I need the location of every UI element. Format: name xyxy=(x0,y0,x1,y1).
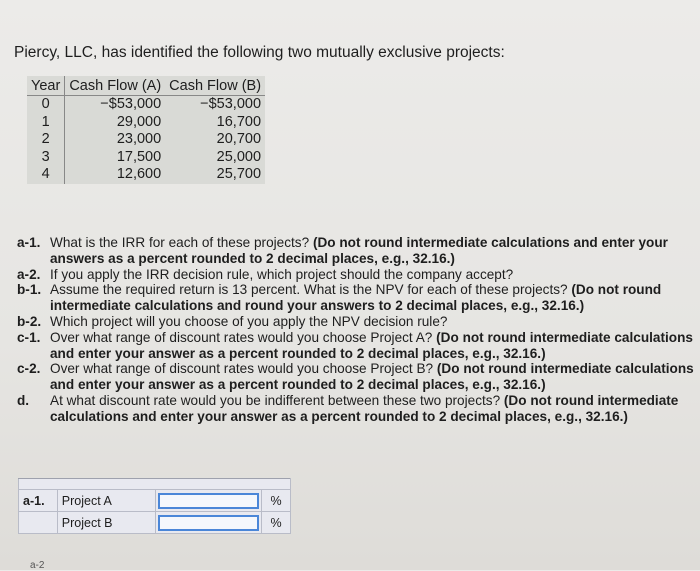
cash-flow-a-cell: 17,500 xyxy=(116,148,162,165)
intro-text: Piercy, LLC, has identified the following two mutually exclusive projects: xyxy=(14,44,505,61)
question-item xyxy=(17,282,699,314)
answer-section-label-empty xyxy=(19,512,58,534)
question-text xyxy=(50,330,699,362)
question-prompt: At what discount rate would you be indifferent between these two projects? xyxy=(50,392,504,408)
answer-row-project-a xyxy=(19,490,291,512)
answer-section-label: a-1. xyxy=(19,490,58,512)
question-prompt: If you apply the IRR decision rule, which project should the company accept? xyxy=(50,266,514,282)
cash-flow-b-cell: −$53,000 xyxy=(200,96,262,112)
question-instructions: (Do not round intermediate calculations and enter your answer as a percent rounded to 2 decimal places, e.g., 32.16.) xyxy=(50,361,694,393)
year-cell: 0 xyxy=(27,96,65,114)
cash-flow-a-cell: −$53,000 xyxy=(100,96,162,112)
year-header: Year xyxy=(27,76,65,96)
cash-flow-b-cell: 25,000 xyxy=(216,148,262,165)
question-instructions: (Do not round intermediate calculations and enter your answers as a percent rounded to 2 decimal places, e.g., 32.16.) xyxy=(50,235,668,266)
cash-flow-a-cell: 12,600 xyxy=(116,166,162,182)
question-text xyxy=(50,282,699,314)
question-text xyxy=(50,267,513,283)
question-text xyxy=(50,314,447,330)
question-prompt: Assume the required return is 13 percent. What is the NPV for each of these projects? xyxy=(50,282,572,298)
irr-answer-table xyxy=(18,478,291,534)
question-item xyxy=(17,235,699,267)
question-prompt: Over what range of discount rates would you choose Project B? xyxy=(50,361,437,377)
project-a-irr-cell xyxy=(155,490,261,512)
cash-flow-row xyxy=(27,114,265,132)
year-cell: 2 xyxy=(27,131,65,149)
question-prompt: Over what range of discount rates would you choose Project A? xyxy=(50,329,437,345)
question-item xyxy=(17,361,699,393)
cash-flow-row xyxy=(27,149,265,167)
question-label: c-2. xyxy=(17,361,41,377)
cash-flow-b-header: Cash Flow (B) xyxy=(165,76,265,96)
cash-flow-header-row xyxy=(27,76,265,96)
question-label: d. xyxy=(17,392,30,408)
cash-flow-b-cell: 20,700 xyxy=(216,131,262,147)
question-instructions: (Do not round intermediate calculations and round your answers to 2 decimal places, e.g., 32.16.) xyxy=(50,282,662,314)
next-section-label: a-2 xyxy=(30,560,45,571)
question-item xyxy=(17,330,699,362)
cash-flow-a-cell: 29,000 xyxy=(116,113,162,130)
question-item xyxy=(17,393,699,425)
cash-flow-b-cell: 16,700 xyxy=(216,113,262,130)
question-item xyxy=(17,267,699,283)
cash-flow-a-cell: 23,000 xyxy=(116,131,162,147)
percent-unit: % xyxy=(262,512,291,534)
question-label: b-2. xyxy=(17,313,42,329)
question-text xyxy=(50,393,699,425)
question-text xyxy=(50,235,699,267)
question-instructions: (Do not round intermediate calculations and enter your answer as a percent rounded to 2 decimal places, e.g., 32.16.) xyxy=(50,392,679,424)
question-prompt: Which project will you choose of you apply the NPV decision rule? xyxy=(50,313,448,329)
project-b-label: Project B xyxy=(57,512,155,534)
question-label: c-1. xyxy=(17,329,41,345)
question-text xyxy=(50,361,699,393)
cash-flow-row xyxy=(27,131,265,149)
cash-flow-table xyxy=(27,76,265,184)
cash-flow-row xyxy=(27,166,265,184)
project-a-label: Project A xyxy=(57,490,155,512)
question-item xyxy=(17,314,699,330)
question-label: a-1. xyxy=(17,235,41,250)
question-instructions: (Do not round intermediate calculations and enter your answer as a percent rounded to 2 decimal places, e.g., 32.16.) xyxy=(50,329,693,361)
question-list xyxy=(17,235,699,425)
percent-unit: % xyxy=(262,490,291,512)
cash-flow-row xyxy=(27,96,265,114)
year-cell: 4 xyxy=(27,166,65,184)
project-b-irr-cell xyxy=(155,512,261,534)
year-cell: 3 xyxy=(27,149,65,167)
project-a-irr-input[interactable] xyxy=(158,493,259,509)
project-b-irr-input[interactable] xyxy=(158,515,259,531)
question-prompt: What is the IRR for each of these projects? xyxy=(50,235,313,250)
question-label: a-2. xyxy=(17,266,41,282)
cash-flow-b-cell: 25,700 xyxy=(216,166,262,182)
cash-flow-a-header: Cash Flow (A) xyxy=(65,76,165,96)
year-cell: 1 xyxy=(27,114,65,132)
question-label: b-1. xyxy=(17,282,42,298)
answer-table-top-row xyxy=(19,479,291,490)
answer-row-project-b xyxy=(19,512,291,534)
answer-table-spacer xyxy=(19,479,291,490)
